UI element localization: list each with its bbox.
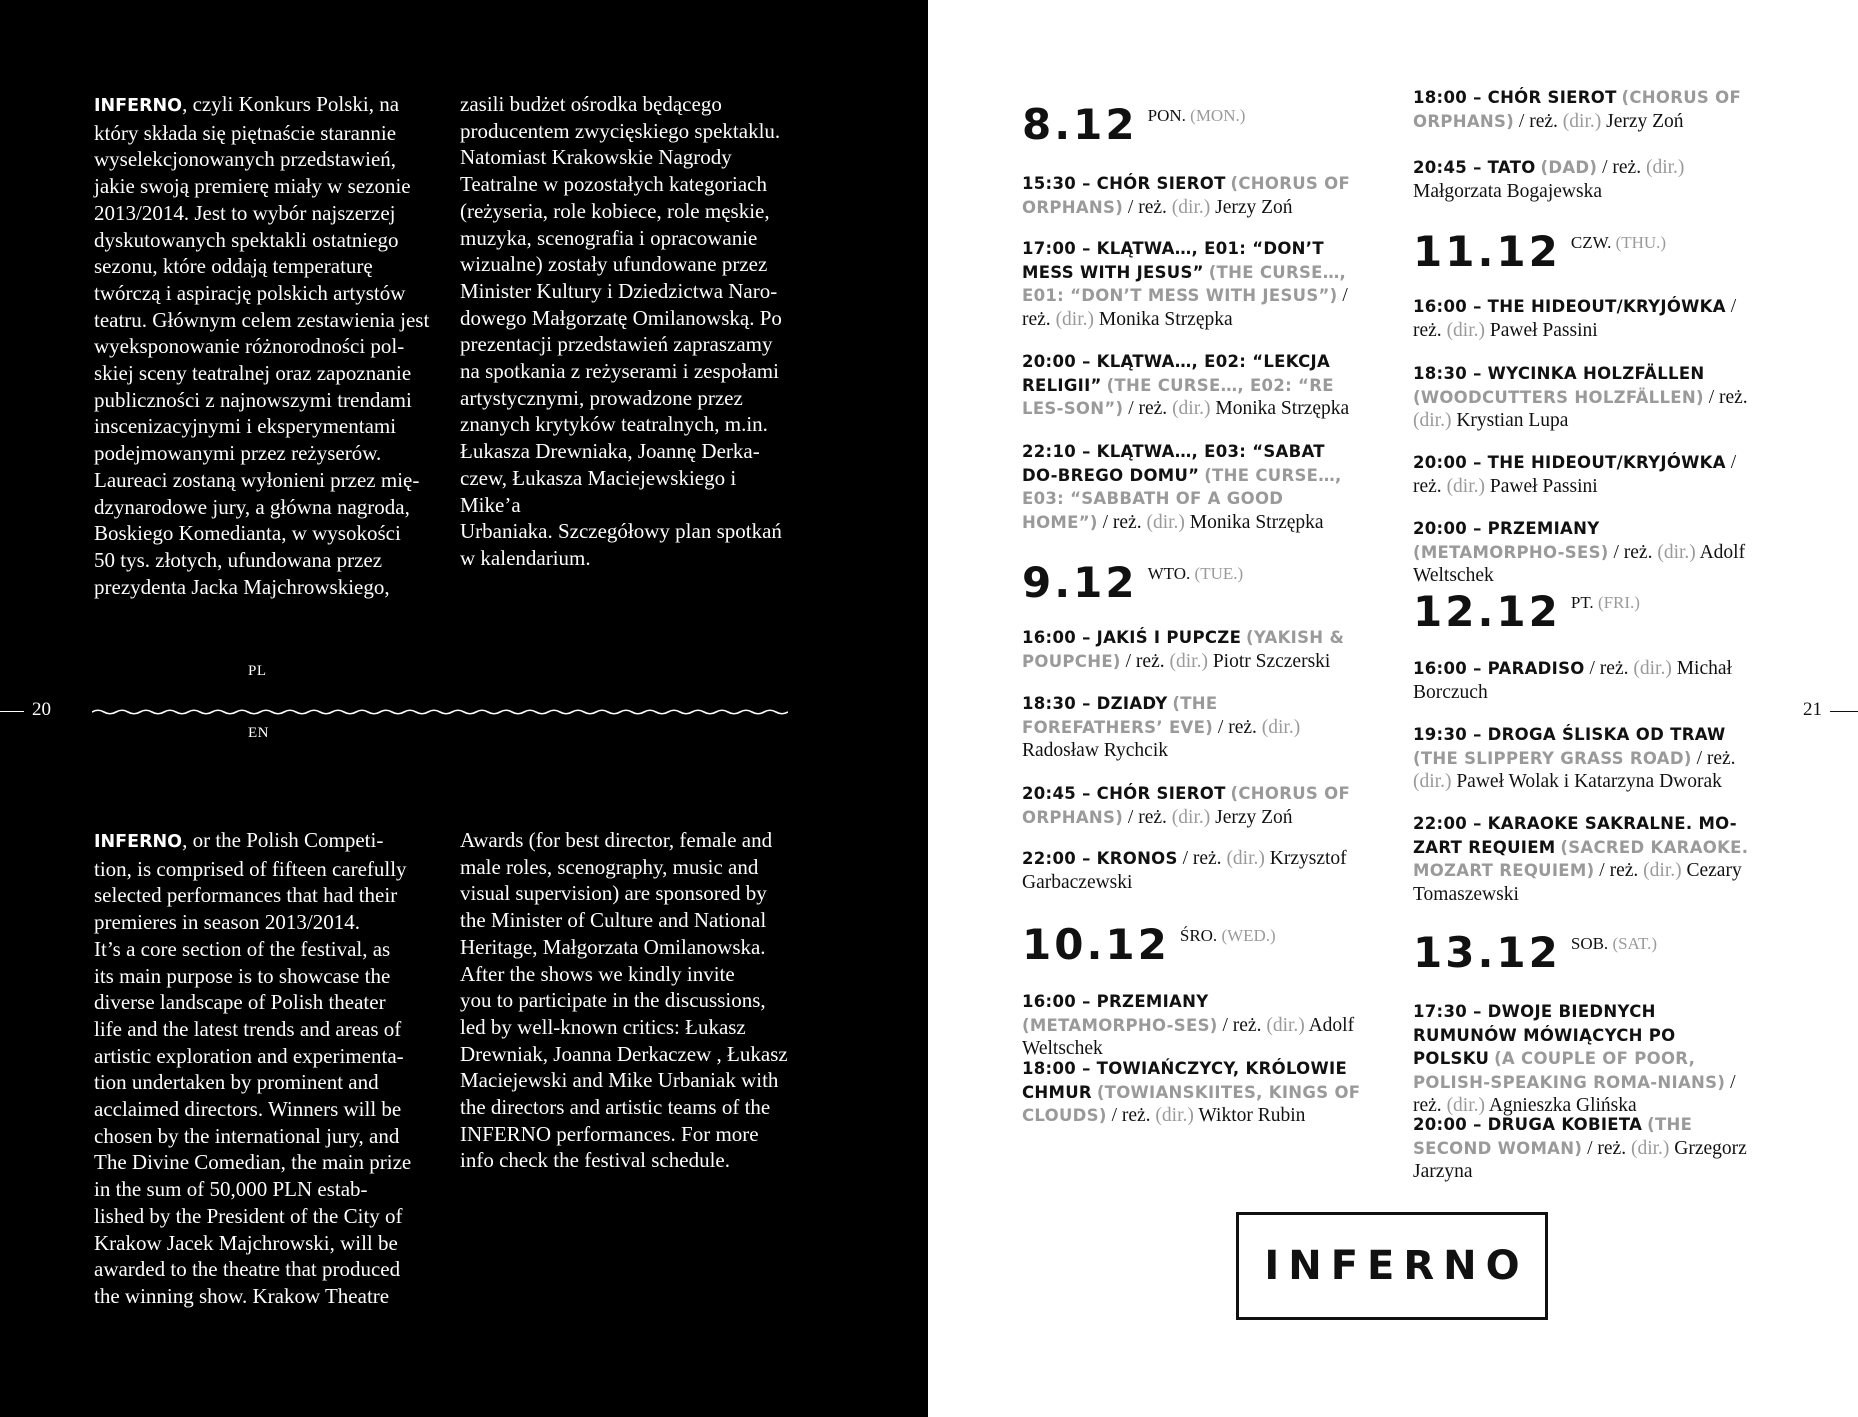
en-column-1-text: , or the Polish Competi- tion, is comprised of fifteen carefully selected performances that had their premieres in season 2013/2014. It’s a core section of the festival, as its main purpose is to showcase the diverse landscape of Polish theater life and the latest trends and areas of artistic exploration and experimenta- tion undertaken by prominent and acclaimed directors. Winners will be chosen by the international jury, and The Divine Comedian, the main prize in the sum of 50,000 PLN estab- lished by the President of the City of Krakow Jacek Majchrowski, will be awarded to the theatre that produced the winning show. Krakow Theatre	[94, 828, 412, 1308]
en-inferno-lead: INFERNO	[94, 832, 183, 852]
event-entry: 15:30 – CHÓR SIEROT (CHORUS OF ORPHANS) / reż. (dir.) Jerzy Zoń	[1022, 174, 1351, 218]
page-number-rule-left	[0, 711, 24, 712]
event-entry: 16:00 – PRZEMIANY (METAMORPHO-SES) / reż. (dir.) Adolf Weltschek	[1022, 992, 1355, 1059]
wave-divider	[92, 702, 788, 722]
event-entry: 18:30 – DZIADY (THE FOREFATHERS’ EVE) / reż. (dir.) Radosław Rychcik	[1022, 694, 1301, 761]
event-entry: 16:00 – JAKIŚ I PUPCZE (YAKISH & POUPCHE) / reż. (dir.) Piotr Szczerski	[1022, 628, 1345, 672]
lang-label-en: EN	[248, 725, 269, 741]
page-number-right: 21	[1803, 699, 1822, 720]
day-header: 12.12 PT. (FRI.)	[1413, 587, 1640, 636]
event-entry: 20:00 – KLĄTWA…, E02: “LEKCJA RELIGII” (THE CURSE…, E02: “RE LES-SON”) / reż. (dir.) Monika Strzępka	[1022, 352, 1350, 419]
event-entry: 19:30 – DROGA ŚLISKA OD TRAW (THE SLIPPERY GRASS ROAD) / reż. (dir.) Paweł Wolak i Katarzyna Dworak	[1413, 725, 1736, 792]
event-entry: 16:00 – PARADISO / reż. (dir.) Michał Borczuch	[1413, 658, 1732, 703]
event-entry: 17:30 – DWOJE BIEDNYCH RUMUNÓW MÓWIĄCYCH PO POLSKU (A COUPLE OF POOR, POLISH-SPEAKING ROMA-NIANS) / reż. (dir.) Agnieszka Glińska	[1413, 1002, 1736, 1116]
event-entry: 20:00 – DRUGA KOBIETA (THE SECOND WOMAN) / reż. (dir.) Grzegorz Jarzyna	[1413, 1115, 1747, 1182]
event-entry: 18:00 – CHÓR SIEROT (CHORUS OF ORPHANS) / reż. (dir.) Jerzy Zoń	[1413, 88, 1742, 132]
event-entry: 20:00 – THE HIDEOUT/KRYJÓWKA / reż. (dir.) Paweł Passini	[1413, 452, 1737, 497]
page-number-rule-right	[1830, 711, 1858, 712]
event-entry: 20:00 – PRZEMIANY (METAMORPHO-SES) / reż. (dir.) Adolf Weltschek	[1413, 519, 1746, 586]
day-header: 9.12 WTO. (TUE.)	[1022, 558, 1244, 607]
event-entry: 18:00 – TOWIAŃCZYCY, KRÓLOWIE CHMUR (TOWIANSKIITES, KINGS OF CLOUDS) / reż. (dir.) Wiktor Rubin	[1022, 1059, 1361, 1126]
event-entry: 22:00 – KRONOS / reż. (dir.) Krzysztof Garbaczewski	[1022, 848, 1347, 893]
day-header: 8.12 PON. (MON.)	[1022, 100, 1246, 149]
page-number-left: 20	[32, 699, 51, 720]
lang-label-pl: PL	[248, 663, 267, 679]
day-header: 10.12 ŚRO. (WED.)	[1022, 920, 1276, 969]
pl-column-2: zasili budżet ośrodka będącego producentem zwycięskiego spektaklu. Natomiast Krakowskie Nagrody Teatralne w pozostałych kategoriach (reżyseria, role kobiece, role męskie, muzyka, scenografia i opracowanie wizualne) zostały ufundowane przez Minister Kultury i Dziedzictwa Naro- dowego Małgorzatę Omilanowską. Po prezentacji przedstawień zapraszamy na spotkania z reżyserami i zespołami artystycznymi, prowadzone przez znanych krytyków teatralnych, m.in. Łukasza Drewniaka, Joannę Derka- czew, Łukasza Maciejewskiego i Mike’a Urbaniaka. Szczegółowy plan spotkań w kalendarium.	[460, 92, 782, 570]
event-entry: 17:00 – KLĄTWA…, E01: “DON’T MESS WITH JESUS” (THE CURSE…, E01: “DON’T MESS WITH JESUS”) / reż. (dir.) Monika Strzępka	[1022, 239, 1348, 330]
en-column-1	[94, 827, 434, 1310]
pl-inferno-lead: INFERNO	[94, 96, 183, 116]
event-entry: 22:10 – KLĄTWA…, E03: “SABAT DO-BREGO DOMU” (THE CURSE…, E03: “SABBATH OF A GOOD HOME”) / reż. (dir.) Monika Strzępka	[1022, 442, 1342, 533]
day-header: 11.12 CZW. (THU.)	[1413, 227, 1667, 276]
event-entry: 20:45 – CHÓR SIEROT (CHORUS OF ORPHANS) / reż. (dir.) Jerzy Zoń	[1022, 784, 1351, 828]
event-entry: 22:00 – KARAOKE SAKRALNE. MO-ZART REQUIEM (SACRED KARAOKE. MOZART REQUIEM) / reż. (dir.) Cezary Tomaszewski	[1413, 814, 1749, 905]
day-header: 13.12 SOB. (SAT.)	[1413, 928, 1657, 977]
left-page	[0, 0, 928, 1417]
event-entry: 16:00 – THE HIDEOUT/KRYJÓWKA / reż. (dir.) Paweł Passini	[1413, 296, 1737, 341]
inferno-logo: INFERNO	[1236, 1212, 1548, 1320]
event-entry: 18:30 – WYCINKA HOLZFÄLLEN (WOODCUTTERS HOLZFÄLLEN) / reż. (dir.) Krystian Lupa	[1413, 364, 1748, 431]
event-entry: 20:45 – TATO (DAD) / reż. (dir.) Małgorzata Bogajewska	[1413, 157, 1685, 202]
pl-column-1	[94, 91, 434, 600]
en-column-2: Awards (for best director, female and male roles, scenography, music and visual supervision) are sponsored by the Minister of Culture and National Heritage, Małgorzata Omilanowska. After the shows we kindly invite you to participate in the discussions, led by well-known critics: Łukasz Drewniak, Joanna Derkaczew , Łukasz Maciejewski and Mike Urbaniak with the directors and artistic teams of the INFERNO performances. For more info check the festival schedule.	[460, 828, 788, 1173]
pl-column-1-text: , czyli Konkurs Polski, na który składa się piętnaście starannie wyselekcjonowanych przedstawień, jakie swoją premierę miały w sezonie 2013/2014. Jest to wybór najszerzej dyskutowanych spektakli ostatniego sezonu, które oddają temperaturę twórczą i aspirację polskich artystów teatru. Głównym celem zestawienia jest wyeksponowanie różnorodności pol- skiej sceny teatralnej oraz zapoznanie publiczności z najnowszymi trendami inscenizacyjnymi i eksperymentami podejmowanymi przez reżyserów. Laureaci zostaną wyłonieni przez mię- dzynarodowe jury, a główna nagroda, Boskiego Komedianta, w wysokości 50 tys. złotych, ufundowana przez prezydenta Jacka Majchrowskiego,	[94, 92, 430, 599]
